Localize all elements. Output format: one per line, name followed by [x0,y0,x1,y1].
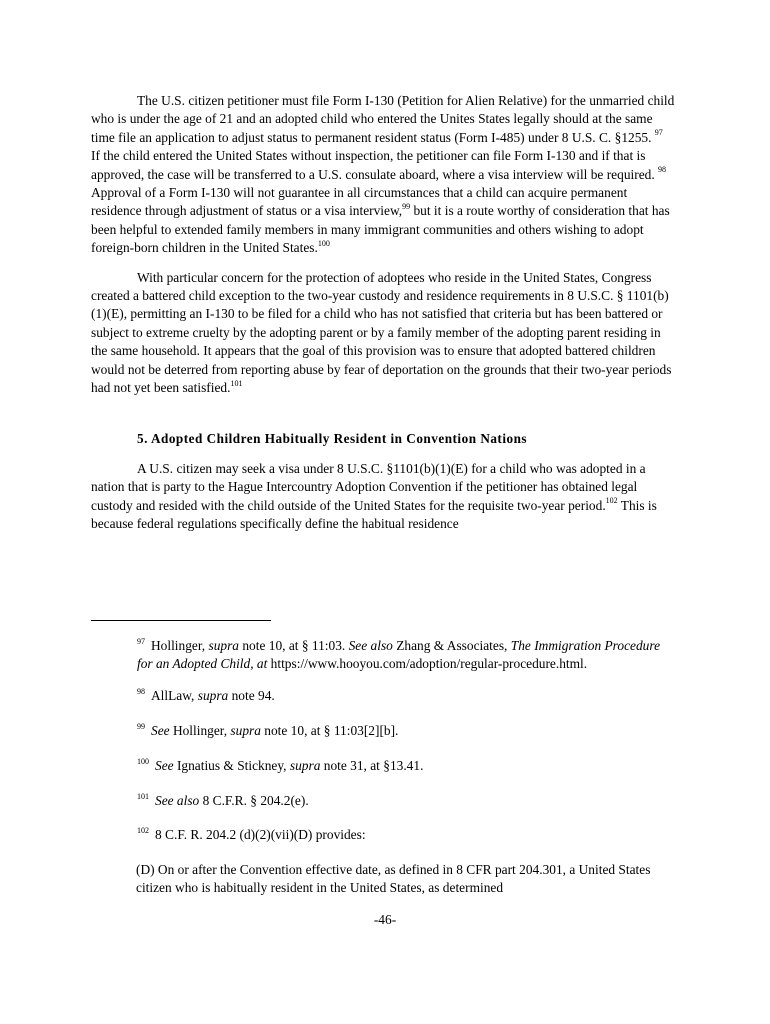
citation-text: Hollinger, [151,638,209,653]
footnote-quote: (D) On or after the Convention effective date, as defined in 8 CFR part 204.301, a United States citizen who is habitually resident in the United States, as determined [136,862,651,896]
footnote-ref-98[interactable]: 98 [658,165,667,175]
paragraph-text: A U.S. citizen may seek a visa under 8 U.S.C. §1101(b)(1)(E) for a child who was adopted in a nation that is party to the Hague Intercountry Adoption Convention if the petitioner has obtained legal custody and resided with the child outside of the United States for the requisite two-year period. [91,460,646,513]
footnote-number: 99 [137,721,145,731]
footnote-number: 98 [137,686,145,696]
italic-citation: The Immigration Procedure for an Adopted Child, at [137,638,661,672]
citation-text: AllLaw, [151,688,198,703]
footnote-98 [91,687,675,705]
footnote-ref-102[interactable]: 102 [605,496,618,506]
footnote-text [151,723,398,738]
footnote-ref-97[interactable]: 97 [654,128,663,138]
citation-text: note 31, at §13.41. [320,758,424,773]
footnote-text [155,758,423,773]
italic-citation: See also [155,793,200,808]
footnote-number: 97 [137,636,145,646]
paragraph-text: Approval of a Form I-130 will not guarantee in all circumstances that a child can acquire permanent residence through adjustment of status or a visa interview, [91,185,628,219]
citation-text: note 94. [228,688,275,703]
body-text [91,92,675,545]
footnote-101 [91,792,675,810]
paragraph-text: The U.S. citizen petitioner must file Form I-130 (Petition for Alien Relative) for the unmarried child who is under the age of 21 and an adopted child who entered the Unites States legally should at the same time file an application to adjust status to permanent resident status (Form I-485) under 8 U.S. C. §1255. [91,93,675,145]
footnote-text [137,638,660,671]
citation-text: note 10, at § 11:03[2][b]. [260,723,399,738]
paragraph-text: This is because federal regulations specifically define the habitual residence [91,497,657,532]
citation-text: 8 C.F.R. § 204.2(e). [199,793,309,808]
section-heading: 5. Adopted Children Habitually Resident in Convention Nations [137,430,528,446]
citation-text: https://www.hooyou.com/adoption/regular-procedure.html. [267,656,588,672]
footnote-99 [91,722,675,740]
footnote-text [155,793,309,808]
footnote-ref-101[interactable]: 101 [230,378,243,388]
citation-text: 8 C.F. R. 204.2 (d)(2)(vii)(D) provides: [155,827,366,842]
citation-text: Ignatius & Stickney, [173,758,290,773]
paragraph-text: With particular concern for the protection of adoptees who reside in the United States, Congress created a battered child exception to the two-year custody and residence requirements in 8 U.S.C. § 1101(b)(1)(E), permitting an I-130 to be filed for a child who has not satisfied that criteria but has been battered or subject to extreme cruelty by the adopting parent or by a family member of the adopting parent residing in the same household. It appears that the goal of this provision was to ensure that adopted battered children would not be deterred from reporting abuse by fear of deportation on the grounds that their two-year periods had not yet been satisfied. [91,269,672,396]
footnote-ref-99[interactable]: 99 [402,201,411,211]
italic-citation: supra [230,723,261,738]
italic-citation: supra [197,688,229,703]
footnote-102 [91,826,675,844]
footnote-text [151,688,275,703]
paragraph-text: If the child entered the United States without inspection, the petitioner can file Form I-130 and if that is approved, the case will be transferred to a U.S. consulate aboard, where a visa interview will be required. [91,148,659,182]
footnote-number: 101 [137,791,149,801]
paragraph-2 [91,269,675,398]
footnote-97 [91,637,675,674]
citation-text: Hollinger, [169,723,231,738]
page-number: -46- [373,912,397,927]
italic-citation: See [151,723,170,738]
footnote-text [155,827,366,842]
citation-text: note 10, at § 11:03. [239,638,349,653]
footnote-separator [91,620,271,621]
italic-citation: supra [289,758,321,773]
italic-citation: supra [208,638,239,653]
paragraph-1 [91,92,675,258]
footnote-100 [91,757,675,775]
footnote-ref-100[interactable]: 100 [317,238,330,248]
footnote-number: 102 [137,825,149,835]
paragraph-3 [91,460,675,534]
citation-text: Zhang & Associates, [392,638,511,653]
footnote-number: 100 [137,756,149,766]
italic-citation: See also [348,638,393,653]
italic-citation: See [155,758,174,773]
paragraph-text: but it is a route worthy of consideration that has been helpful to extended family members in many immigrant communities and others wishing to adopt foreign-born children in the United States. [91,203,670,256]
